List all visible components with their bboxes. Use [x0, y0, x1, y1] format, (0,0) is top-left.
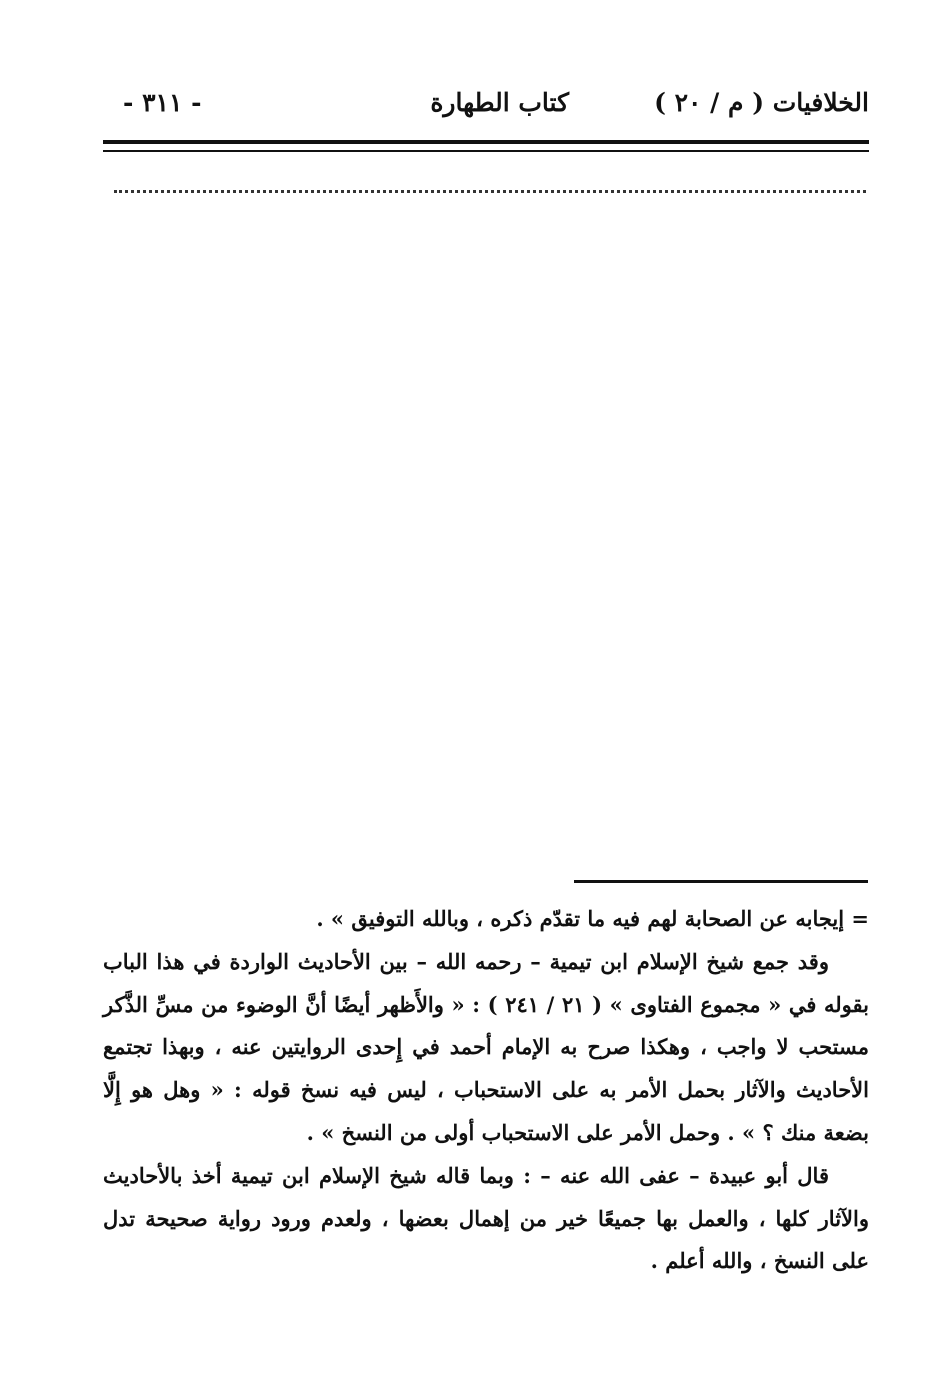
page-number: - ٣١١ -: [123, 88, 202, 117]
book-title: الخلافيات ( م / ٢٠ ): [654, 88, 869, 117]
footnote-continuation: = إيجابه عن الصحابة لهم فيه ما تقدّم ذكره ، وبالله التوفيق » .: [316, 906, 869, 931]
footnote-paragraph: قال أبو عبيدة – عفى الله عنه – : وبما قاله شيخ الإسلام ابن تيمية أخذ بالأحاديث والآثار كلها ، والعمل بها جميعًا خير من إهمال بعضها ، ولعدم ورود رواية صحيحة تدل على النسخ ، والله أعلم .: [103, 1162, 869, 1274]
footnote-separator: [574, 880, 868, 883]
page-header: [103, 78, 869, 128]
footnote-block: [103, 898, 869, 1283]
header-rule-thick: [103, 140, 869, 144]
dotted-separator: [114, 176, 866, 193]
footnote-paragraph: وقد جمع شيخ الإسلام ابن تيمية – رحمه الله – بين الأحاديث الواردة في هذا الباب بقوله في « مجموع الفتاوى » ( ٢١ / ٢٤١ ) : « والأَظهر أيضًا أنَّ الوضوء من مسِّ الذَّكر مستحب لا واجب ، وهكذا صرح به الإمام أحمد في إِحدى الروايتين عنه ، وبهذا تجتمع الأحاديث والآثار بحمل الأمر به على الاستحباب ، ليس فيه نسخ قوله : « وهل هو إِلَّا بضعة منك ؟ » . وحمل الأمر على الاستحباب أولى من النسخ » .: [103, 948, 870, 1145]
header-rule-thin: [103, 150, 869, 152]
chapter-title: كتاب الطهارة: [430, 88, 569, 117]
